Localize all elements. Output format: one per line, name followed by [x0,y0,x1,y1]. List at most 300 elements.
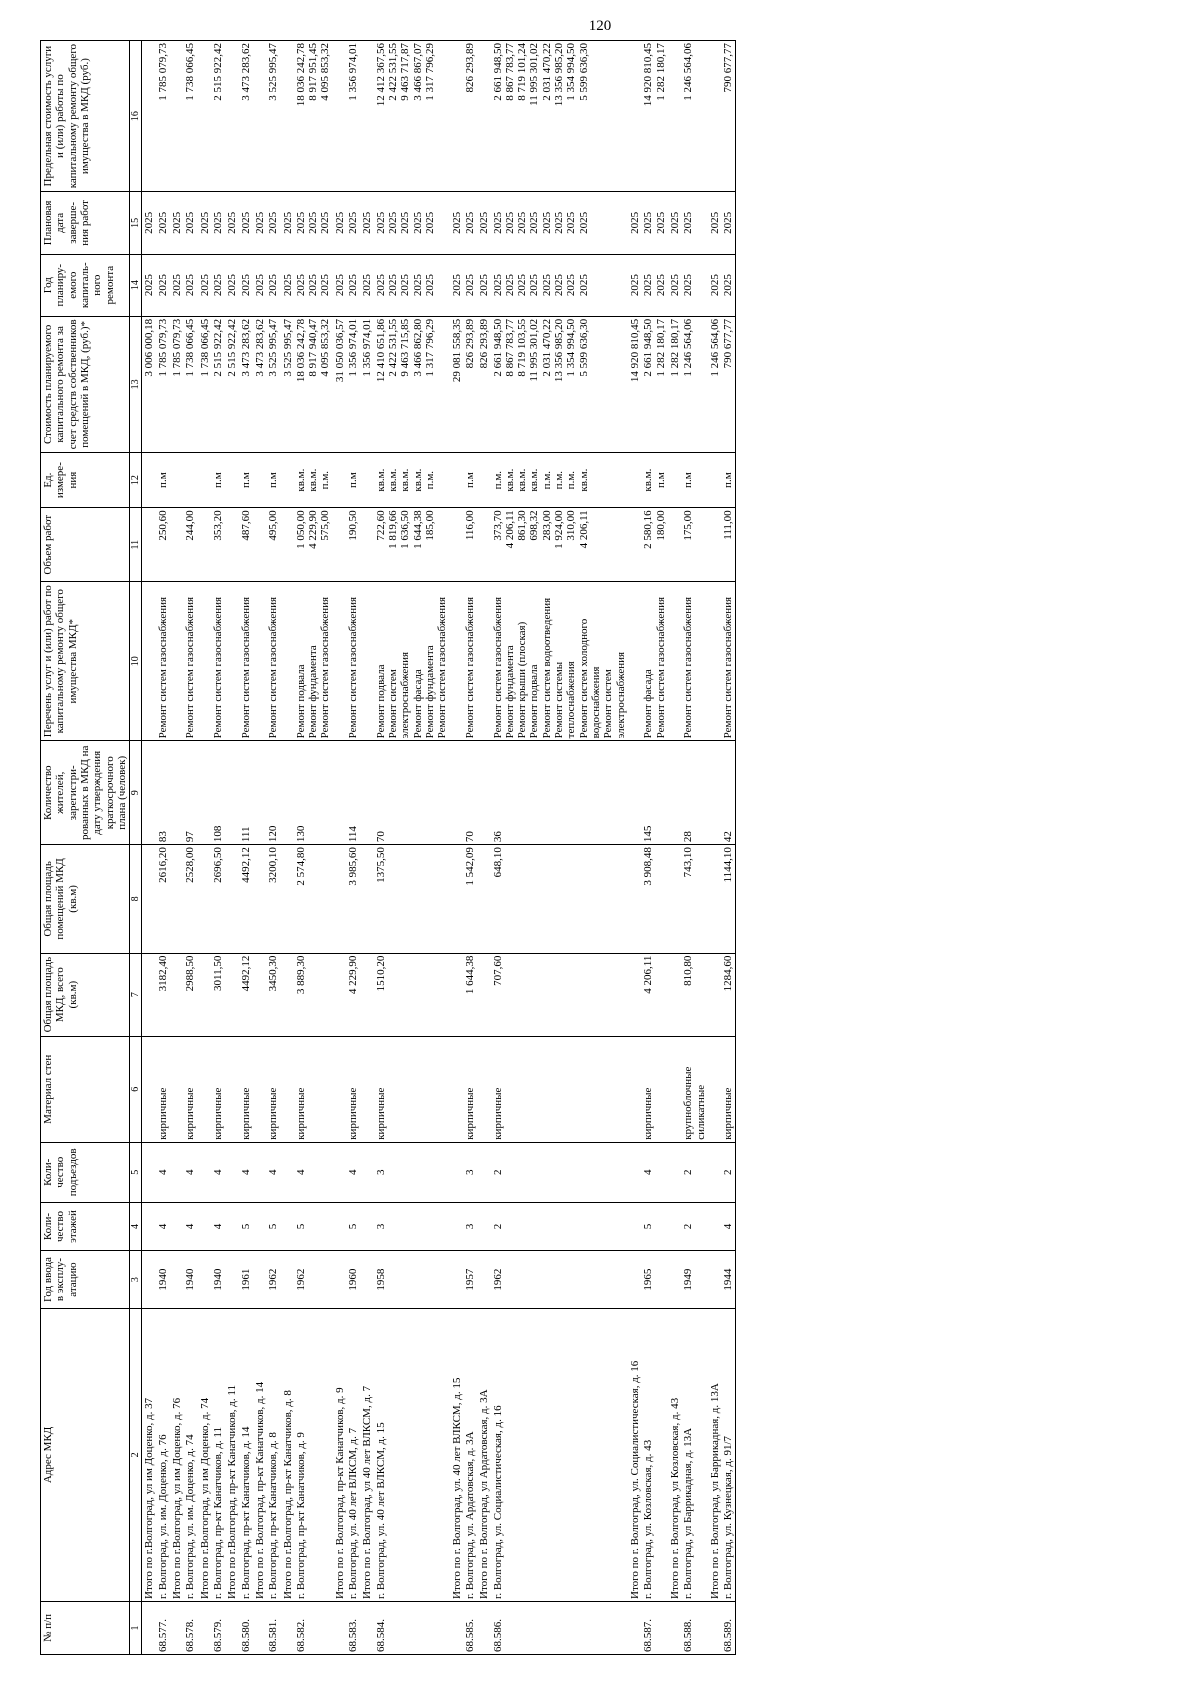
area-total: 1510,20 [374,955,387,992]
repair-year: 2025 [307,274,320,297]
row-number: 68.579. [211,1619,224,1652]
volume: 116,00 [463,510,476,541]
work-item: Ремонт систем газоснабжения [239,596,252,739]
repair-year: 2025 [528,274,541,297]
limit-cost-cell [492,41,628,192]
total-label: Итого по г. Волгоград, ул Ардатовская, д. 3А [478,1389,491,1599]
cost: 1 738 066,45 [184,318,197,377]
work-item: Ремонт подвала [374,664,387,739]
table-cell [628,452,642,507]
header-cell: Общая площадь помещений МКД (кв.м) [41,845,130,953]
address: г. Волгоград, ул. Кузнецкая, д. 91/7 [722,1435,735,1599]
volume: 1 050,00 [294,510,307,549]
total-row [708,41,722,1655]
table-row [347,41,360,1655]
table-cell [477,1601,491,1654]
volume-cell [464,508,477,582]
table-cell [450,953,464,1036]
table-row [184,41,197,1655]
floors-cell [464,1202,477,1250]
row-number-cell [642,1601,668,1654]
area-premises-cell [347,845,360,953]
residents: 111 [239,826,252,843]
table-cell [198,741,212,845]
table-cell [333,845,347,953]
volume: 180,00 [654,510,667,541]
year-built-cell [375,1251,450,1309]
column-number: 16 [130,41,142,192]
year-built-cell [212,1251,225,1309]
residents: 70 [374,831,387,843]
table-cell [628,1142,642,1202]
unit: п.м. [423,470,436,490]
table-cell [198,1142,212,1202]
table-cell [281,1251,295,1309]
table-cell [253,1601,267,1654]
cost: 8 917 940,47 [307,318,320,377]
table-body [142,41,736,1655]
entrances-cell [492,1142,628,1202]
table-cell [708,582,722,741]
completion-date: 2025 [654,211,667,234]
unit: п.м [463,472,476,488]
table-cell [281,192,295,254]
entrances: 4 [642,1169,655,1176]
table-cell [360,1036,374,1142]
entrances-cell [240,1142,253,1202]
column-number: 12 [130,452,142,507]
table-cell [225,953,239,1036]
table-cell [360,845,374,953]
address: г. Волгоград, ул. 40 лет ВЛКСМ, д. 7 [347,1427,360,1599]
completion-date-cell [295,192,333,254]
unit-cell [464,452,477,507]
table-cell [450,741,464,845]
row-number: 68.583. [347,1619,360,1652]
total-cost: 29 081 558,35 [450,318,463,383]
table-cell [668,582,682,741]
table-cell [281,1601,295,1654]
table-cell [333,582,347,741]
year-built: 1962 [294,1268,307,1291]
repair-year: 2025 [399,274,412,297]
table-cell [708,1601,722,1654]
work-item-cell [184,582,197,741]
table-cell [708,953,722,1036]
volume-cell [722,508,736,582]
table-cell [450,41,464,192]
completion-date: 2025 [577,211,590,234]
limit-cost: 2 031 470,22 [540,43,553,101]
total-year: 2025 [226,274,239,297]
volume-cell [347,508,360,582]
unit-cell [375,452,450,507]
floors: 5 [347,1223,360,1230]
wall-material-cell [492,1036,628,1142]
area-premises: 1144,10 [722,847,735,883]
table-cell [170,316,184,452]
total-label: Итого по г. Волгоград, пр-кт Канатчиков, д. 9 [333,1387,346,1599]
table-cell [198,953,212,1036]
work-item: Ремонт систем газоснабжения [211,596,224,739]
total-date: 2025 [708,211,721,234]
work-item: Ремонт фундамента [307,645,320,739]
header-cell: Год ввода в эксплу-атацию [41,1251,130,1309]
volume-cell [184,508,197,582]
total-row [668,41,682,1655]
table-cell [225,1142,239,1202]
limit-cost: 13 356 985,20 [553,43,566,107]
completion-date: 2025 [553,211,566,234]
table-cell [333,192,347,254]
table-cell [477,508,491,582]
work-item: Ремонт подвала [528,664,541,739]
work-item: Ремонт фундамента [503,645,516,739]
entrances-cell [464,1142,477,1202]
table-cell [142,1601,157,1654]
cost-cell [267,316,280,452]
unit: п.м. [540,470,553,490]
table-cell [708,845,722,953]
wall-material: кирпичные [722,1087,735,1140]
area-premises: 2616,20 [156,847,169,883]
total-label: Итого по г. Волгоград, пр-кт Канатчиков, д. 14 [253,1381,266,1599]
completion-date: 2025 [239,211,252,234]
table-cell [360,1202,374,1250]
entrances-cell [184,1142,197,1202]
volume: 373,70 [491,510,504,541]
total-cost: 14 920 810,45 [628,318,641,383]
repair-year: 2025 [540,274,553,297]
table-cell [668,1142,682,1202]
table-cell [170,1308,184,1601]
work-item: Ремонт систем газоснабжения [654,596,667,739]
volume: 575,00 [319,510,332,541]
address: г. Волгоград, ул. им. Доценко, д. 76 [156,1434,169,1599]
limit-cost: 3 525 995,47 [267,43,280,101]
volume: 4 206,11 [503,510,516,549]
year-built-cell [347,1251,360,1309]
row-number: 68.580. [239,1619,252,1652]
repair-year: 2025 [374,274,387,297]
repair-year: 2025 [503,274,516,297]
repair-year: 2025 [239,274,252,297]
address: г. Волгоград, пр-кт Канатчиков, д. 11 [211,1426,224,1599]
floors: 4 [184,1223,197,1230]
limit-cost-cell [240,41,253,192]
table-cell [477,953,491,1036]
table-cell [360,254,374,316]
table-cell [170,741,184,845]
total-row [281,41,295,1655]
limit-cost: 790 677,77 [722,43,735,93]
total-date: 2025 [478,211,491,234]
address: г. Волгоград, пр-кт Канатчиков, д. 8 [267,1432,280,1599]
wall-material: кирпичные [267,1087,280,1140]
floors: 4 [211,1223,224,1230]
total-year: 2025 [450,274,463,297]
completion-date-cell [212,192,225,254]
table-cell [170,845,184,953]
year-built-cell [240,1251,253,1309]
total-year: 2025 [253,274,266,297]
limit-cost: 3 466 867,07 [411,43,424,101]
completion-date: 2025 [267,211,280,234]
area-premises-cell [212,845,225,953]
table-cell [477,41,491,192]
unit: п.м [239,472,252,488]
cost: 2 515 922,42 [211,318,224,377]
header-cell: Плановая дата заверше-ния работ [41,192,130,254]
header-cell: № п/п [41,1601,130,1654]
completion-date-cell [722,192,736,254]
table-cell [628,316,642,452]
table-cell [281,1308,295,1601]
work-item-cell [722,582,736,741]
year-built: 1940 [211,1268,224,1291]
residents: 108 [211,825,224,843]
table-cell [668,41,682,192]
table-cell [360,41,374,192]
repair-year: 2025 [491,274,504,297]
entrances: 3 [463,1169,476,1176]
address-cell [347,1308,360,1601]
table-cell [668,1251,682,1309]
total-year: 2025 [333,274,346,297]
table-row [267,41,280,1655]
row-number-cell [347,1601,360,1654]
unit: п.м [347,472,360,488]
repair-year: 2025 [553,274,566,297]
address-cell [184,1308,197,1601]
table-cell [170,192,184,254]
column-number: 6 [130,1036,142,1142]
volume-cell [492,508,628,582]
area-total: 707,60 [491,955,504,986]
unit: кв.м. [642,468,655,492]
year-built-cell [295,1251,333,1309]
limit-cost-cell [157,41,170,192]
column-number: 2 [130,1308,142,1601]
repair-year-cell [157,254,170,316]
volume-cell [212,508,225,582]
repair-year: 2025 [516,274,529,297]
column-number: 15 [130,192,142,254]
table-cell [142,741,157,845]
table-cell [253,1308,267,1601]
total-year: 2025 [668,274,681,297]
unit-cell [722,452,736,507]
total-label: Итого по г.Волгоград, ул им Доценко, д. 37 [143,1397,156,1599]
floors: 2 [682,1223,695,1230]
wall-material-cell [375,1036,450,1142]
completion-date: 2025 [411,211,424,234]
column-number: 11 [130,508,142,582]
volume: 487,60 [239,510,252,541]
unit: кв.м. [577,468,590,492]
row-number: 68.585. [463,1619,476,1652]
entrances: 4 [156,1169,169,1176]
year-built: 1957 [463,1268,476,1291]
wall-material-cell [295,1036,333,1142]
year-built-cell [464,1251,477,1309]
limit-cost: 18 036 242,78 [294,43,307,107]
year-built-cell [722,1251,736,1309]
table-cell [142,254,157,316]
work-item: Ремонт систем газоснабжения [722,596,735,739]
work-item: Ремонт систем газоснабжения [184,596,197,739]
volume-cell [682,508,708,582]
table-cell [142,452,157,507]
repair-year: 2025 [267,274,280,297]
total-row [198,41,212,1655]
table-cell [333,1036,347,1142]
wall-material: кирпичные [211,1087,224,1140]
cost-cell [642,316,668,452]
table-cell [360,1142,374,1202]
year-built: 1965 [642,1268,655,1291]
cost: 1 317 796,29 [423,318,436,377]
cost: 1 356 974,01 [347,318,360,377]
work-item: Ремонт систем газоснабжения [267,596,280,739]
row-number: 68.586. [491,1619,504,1652]
table-cell [333,1202,347,1250]
total-row [360,41,374,1655]
table-cell [142,1202,157,1250]
completion-date: 2025 [503,211,516,234]
volume-cell [240,508,253,582]
area-premises: 648,10 [491,847,504,878]
wall-material: кирпичные [294,1087,307,1140]
cost: 1 785 079,73 [156,318,169,377]
area-premises: 1 542,09 [463,847,476,886]
entrances: 3 [374,1169,387,1176]
limit-cost: 8 719 101,24 [516,43,529,101]
completion-date: 2025 [463,211,476,234]
cost: 1 246 564,06 [682,318,695,377]
area-premises: 1375,50 [374,847,387,883]
area-total-cell [464,953,477,1036]
unit: п.м [211,472,224,488]
completion-date-cell [184,192,197,254]
table-cell [333,953,347,1036]
table-cell [708,508,722,582]
volume: 190,50 [347,510,360,541]
table-cell [198,508,212,582]
wall-material: кирпичные [642,1087,655,1140]
table-row [157,41,170,1655]
limit-cost: 3 473 283,62 [239,43,252,101]
entrances-cell [347,1142,360,1202]
cost-cell [722,316,736,452]
table-cell [281,845,295,953]
table-cell [333,316,347,452]
table-cell [198,1601,212,1654]
volume-cell [375,508,450,582]
volume: 861,30 [516,510,529,541]
volume: 2 580,16 [642,510,655,549]
column-number: 8 [130,845,142,953]
header-cell: Объем работ [41,508,130,582]
unit-cell [157,452,170,507]
year-built-cell [642,1251,668,1309]
repair-year: 2025 [294,274,307,297]
unit-cell [212,452,225,507]
table-cell [198,582,212,741]
total-cost: 3 473 283,62 [253,318,266,377]
table-row [375,41,450,1655]
table-cell [477,1251,491,1309]
limit-cost-cell [375,41,450,192]
total-label: Итого по г. Волгоград, ул 40 лет ВЛКСМ, д. 7 [361,1385,374,1599]
column-number: 7 [130,953,142,1036]
repair-year-cell [642,254,668,316]
entrances-cell [722,1142,736,1202]
row-number: 68.584. [374,1619,387,1652]
table-cell [708,254,722,316]
table-cell [198,192,212,254]
repair-year-cell [267,254,280,316]
table-cell [142,953,157,1036]
entrances: 4 [211,1169,224,1176]
total-year: 2025 [361,274,374,297]
wall-material-cell [157,1036,170,1142]
unit: кв.м. [503,468,516,492]
total-date: 2025 [171,211,183,234]
address-cell [240,1308,253,1601]
table-cell [281,254,295,316]
table-cell [477,1202,491,1250]
table-cell [628,1251,642,1309]
wall-material: крупноблочные силикатные [682,1066,707,1140]
unit: кв.м. [411,468,424,492]
table-cell [628,192,642,254]
repair-year-cell [347,254,360,316]
row-number-cell [722,1601,736,1654]
work-item: Ремонт систем газоснабжения [463,596,476,739]
limit-cost-cell [722,41,736,192]
unit: кв.м. [516,468,529,492]
table-cell [708,192,722,254]
total-date: 2025 [226,211,239,234]
address-cell [642,1308,668,1601]
unit-cell [184,452,197,507]
table-cell [225,1202,239,1250]
column-number: 5 [130,1142,142,1202]
repair-year: 2025 [642,274,655,297]
total-cost: 1 246 564,06 [708,318,721,377]
year-built: 1960 [347,1268,360,1291]
year-built: 1940 [156,1268,169,1291]
row-number-cell [464,1601,477,1654]
table-cell [142,1036,157,1142]
work-item: Ремонт фасада [411,669,424,739]
table-cell [333,41,347,192]
row-number: 68.578. [184,1619,197,1652]
table-cell [198,1308,212,1601]
table-cell [360,1308,374,1601]
residents: 120 [267,825,280,843]
area-premises: 4492,12 [239,847,252,883]
entrances: 4 [239,1169,252,1176]
table-cell [253,192,267,254]
work-item: Ремонт фундамента [423,645,436,739]
total-label: Итого по г. Волгоград, ул Баррикадная, д. 13А [708,1383,721,1599]
completion-date-cell [240,192,253,254]
volume-cell [295,508,333,582]
row-number-cell [682,1601,708,1654]
area-premises: 2696,50 [211,847,224,883]
